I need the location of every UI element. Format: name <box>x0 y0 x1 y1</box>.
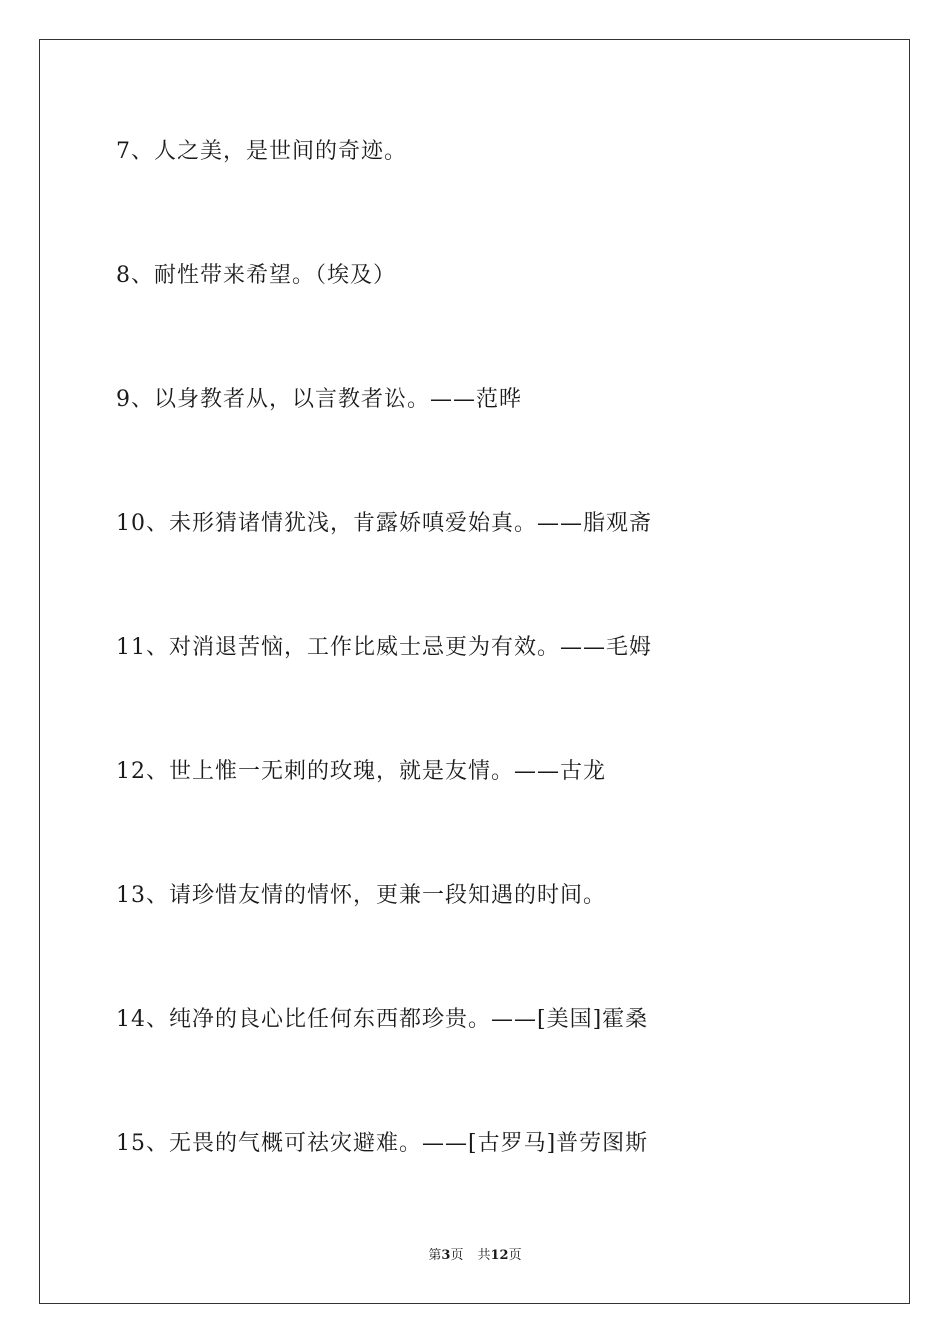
quote-line-15: 15、无畏的气概可祛灾避难。——[古罗马]普劳图斯 <box>116 1131 649 1156</box>
quote-line-11: 11、对消退苦恼，工作比威士忌更为有效。——毛姆 <box>116 635 652 660</box>
page-border <box>39 39 910 1304</box>
quote-line-9: 9、以身教者从，以言教者讼。——范晔 <box>116 387 522 412</box>
page-prefix: 第 <box>428 1248 442 1263</box>
quote-line-10: 10、未形猜诸情犹浅，肯露娇嗔爱始真。——脂观斋 <box>116 511 652 536</box>
quote-line-12: 12、世上惟一无刺的玫瑰，就是友情。——古龙 <box>116 759 606 784</box>
quote-line-13: 13、请珍惜友情的情怀，更兼一段知遇的时间。 <box>116 883 606 908</box>
total-pages: 12 <box>490 1248 509 1263</box>
page-suffix: 页 <box>450 1248 464 1263</box>
quote-line-8: 8、耐性带来希望。（埃及） <box>116 263 396 288</box>
page-number: 3 <box>441 1248 451 1263</box>
total-prefix: 共 <box>477 1248 491 1263</box>
quote-line-7: 7、人之美，是世间的奇迹。 <box>116 139 407 164</box>
total-suffix: 页 <box>508 1248 522 1263</box>
page-footer <box>0 1247 950 1265</box>
quote-line-14: 14、纯净的良心比任何东西都珍贵。——[美国]霍桑 <box>116 1007 649 1032</box>
